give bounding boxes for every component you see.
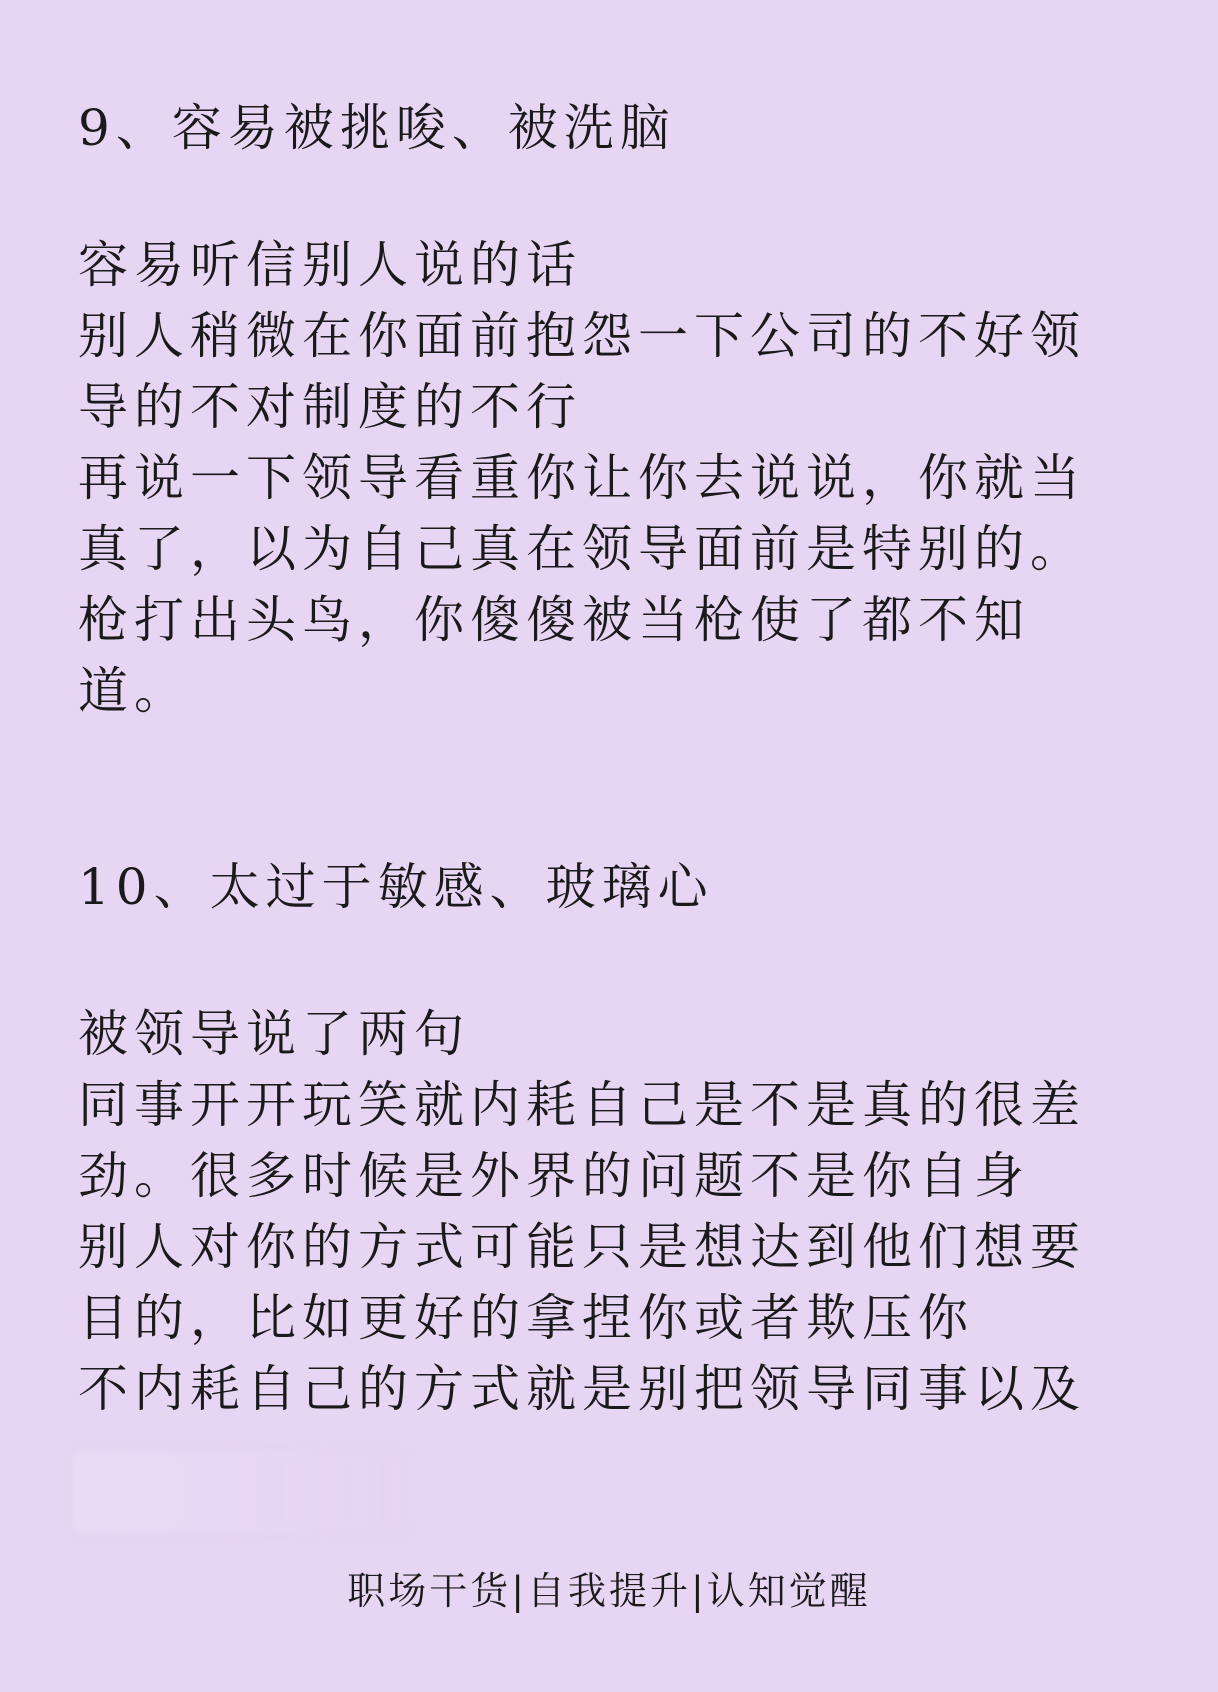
section-9-line-4: 再说一下领导看重你让你去说说，你就当 <box>78 449 1086 507</box>
section-9-line-6: 枪打出头鸟，你傻傻被当枪使了都不知 <box>78 591 1030 649</box>
footer-tags: 职场干货|自我提升|认知觉醒 <box>347 1569 871 1613</box>
section-10-heading: 10、太过于敏感、玻璃心 <box>78 858 714 916</box>
section-10-line-1: 被领导说了两句 <box>78 1005 470 1063</box>
blurred-text-overlay <box>74 1452 409 1532</box>
section-10-line-4: 别人对你的方式可能只是想达到他们想要 <box>78 1218 1086 1276</box>
section-10-line-6: 不内耗自己的方式就是别把领导同事以及 <box>78 1360 1086 1418</box>
section-9-line-3: 导的不对制度的不行 <box>78 378 582 436</box>
section-9-line-2: 别人稍微在你面前抱怨一下公司的不好领 <box>78 307 1086 365</box>
section-9-line-7: 道。 <box>78 662 190 720</box>
section-10-line-3: 劲。很多时候是外界的问题不是你自身 <box>78 1147 1030 1205</box>
section-10-line-2: 同事开开玩笑就内耗自己是不是真的很差 <box>78 1076 1086 1134</box>
section-9-line-1: 容易听信别人说的话 <box>78 236 582 294</box>
section-10-line-5: 目的，比如更好的拿捏你或者欺压你 <box>78 1289 974 1347</box>
section-9-line-5: 真了，以为自己真在领导面前是特别的。 <box>78 520 1086 578</box>
section-9-heading: 9、容易被挑唆、被洗脑 <box>78 99 676 157</box>
